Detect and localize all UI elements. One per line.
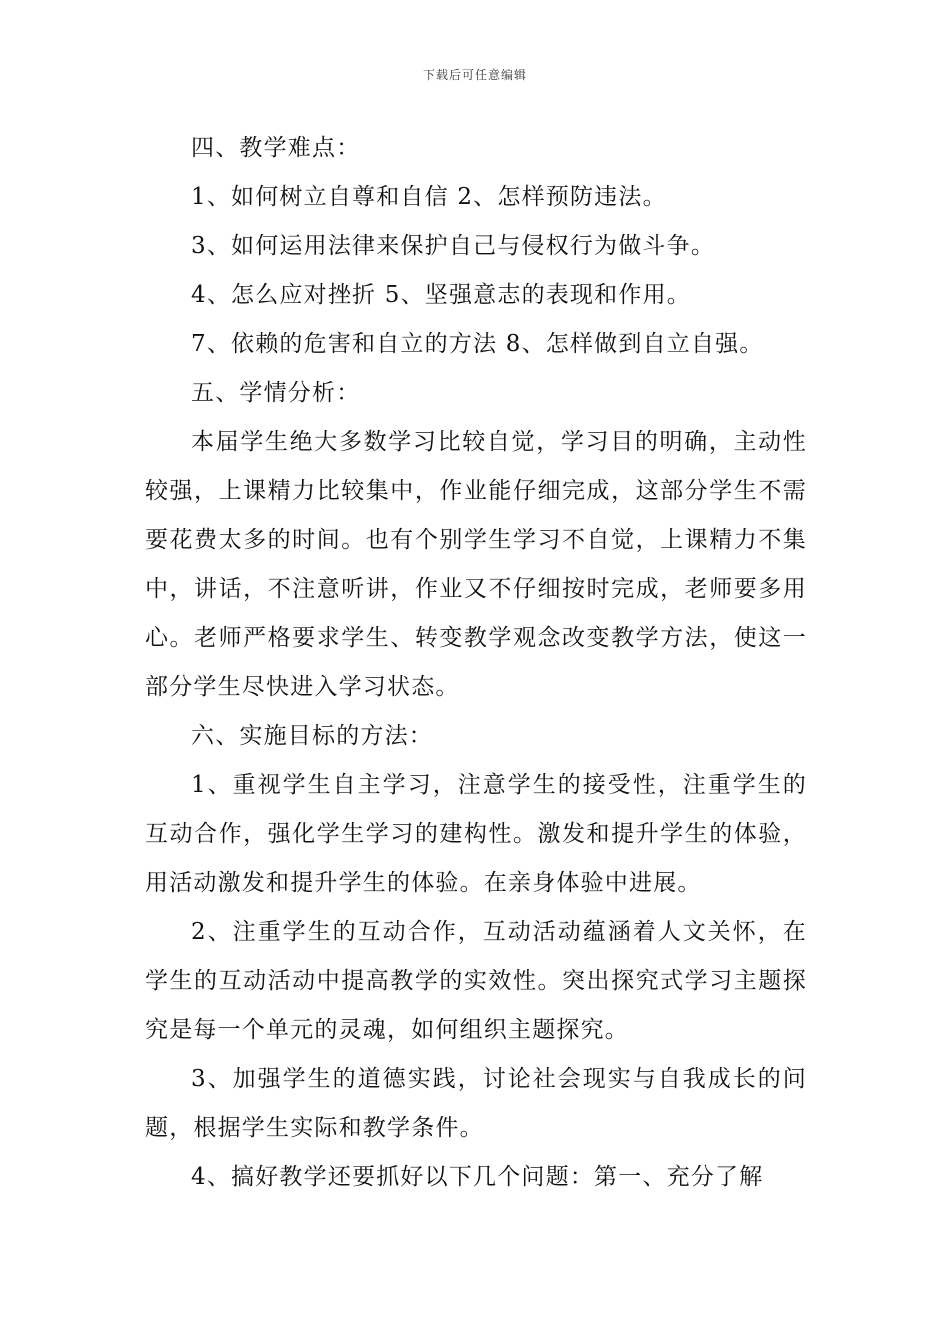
method-item-4: 4、搞好教学还要抓好以下几个问题：第一、充分了解 <box>191 1164 764 1190</box>
difficulty-item-4-5: 4、怎么应对挫折 5、坚强意志的表现和作用。 <box>191 282 691 308</box>
difficulty-item-3: 3、如何运用法律来保护自己与侵权行为做斗争。 <box>191 233 716 259</box>
heading-student-analysis: 五、学情分析： <box>191 380 361 406</box>
student-analysis-paragraph: 本届学生绝大多数学习比较自觉，学习目的明确，主动性较强，上课精力比较集中，作业能仔细完成，这部分学生不需要花费太多的时间。也有个别学生学习不自觉，上课精力不集中，讲话，不注意听讲，作业又不仔细按时完成，老师要多用心。老师严格要求学生、转变教学观念改变教学方法，使这一部分学生尽快进入学习状态。 <box>145 429 807 700</box>
header-note: 下载后可任意编辑 <box>422 68 527 82</box>
method-item-1: 1、重视学生自主学习，注意学生的接受性，注重学生的互动合作，强化学生学习的建构性。激发和提升学生的体验，用活动激发和提升学生的体验。在亲身体验中进展。 <box>145 772 807 896</box>
heading-teaching-difficulties: 四、教学难点： <box>191 135 361 161</box>
method-item-3: 3、加强学生的道德实践，讨论社会现实与自我成长的问题，根据学生实际和教学条件。 <box>145 1066 807 1141</box>
heading-implementation-methods: 六、实施目标的方法： <box>191 723 433 749</box>
difficulty-item-1-2: 1、如何树立自尊和自信 2、怎样预防违法。 <box>191 184 667 210</box>
method-item-2: 2、注重学生的互动合作，互动活动蕴涵着人文关怀，在学生的互动活动中提高教学的实效性。突出探究式学习主题探究是每一个单元的灵魂，如何组织主题探究。 <box>145 919 807 1043</box>
difficulty-item-7-8: 7、依赖的危害和自立的方法 8、怎样做到自立自强。 <box>191 331 764 357</box>
document-body <box>145 124 807 1202</box>
